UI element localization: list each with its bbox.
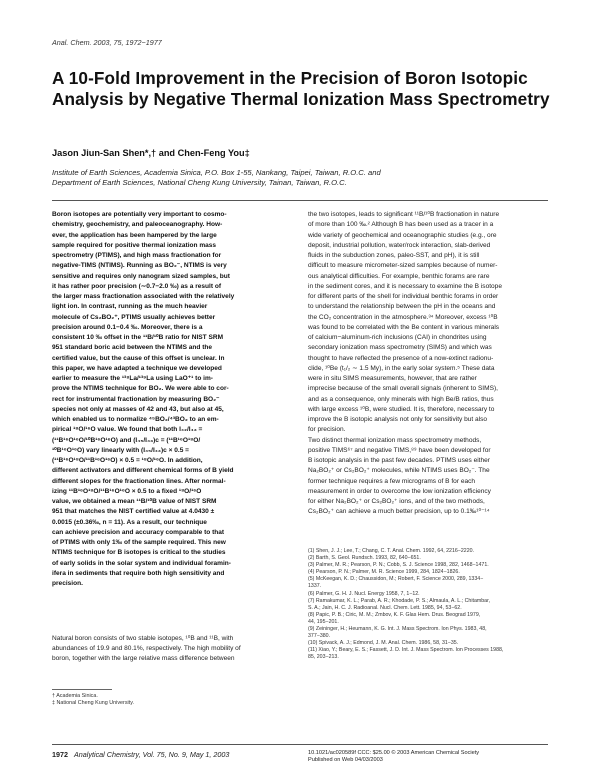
reference-item: (2) Barth, S. Geol. Rundsch. 1993, 82, 640−651. <box>308 555 421 562</box>
affiliation-line: Institute of Earth Sciences, Academia Sinica, P.O. Box 1-55, Nankang, Taipei, Taiwan, R.O.C. and <box>52 168 381 177</box>
abstract-line: ¹⁰B¹⁶O¹⁶O) vary linearly with (I₄₅/I₄₃)c × 0.5 = <box>52 446 189 454</box>
abstract-line: the larger mass fractionation associated with the relatively <box>52 293 235 300</box>
body-line: the two isotopes, leads to significant ¹¹B/¹⁰B fractionation in nature <box>308 211 500 218</box>
journal-citation: Anal. Chem. 2003, 75, 1972−1977 <box>52 38 162 47</box>
body-line: for precision. <box>308 426 346 434</box>
body-line: former technique requires a few micrograms of B for each <box>308 477 476 485</box>
affiliation-line: Department of Earth Sciences, National Cheng Kung University, Tainan, Taiwan, R.O.C. <box>52 178 347 188</box>
body-line: and as a consequence, only minerals with high Be/B ratios, thus <box>308 395 494 403</box>
abstract-line: of early solids in the solar system and individual foramin- <box>52 559 231 567</box>
abstract-line: 951 that matches the NIST certified value at 4.0430 ± <box>52 508 215 516</box>
body-line: were in situ SIMS measurements, however, that are rather <box>308 375 477 382</box>
abstract-line: of PTIMS with only 1‰ of the sample required. This new <box>52 539 226 546</box>
reference-item: (3) Palmer, M. R.; Pearson, P. N.; Cobb, S. J. Science 1998, 282, 1468−1471. <box>308 562 489 569</box>
intro-right-column <box>308 210 548 518</box>
abstract-line: precision around 0.1−0.4 ‰. Moreover, there is a <box>52 323 203 331</box>
page-number: 1972 <box>52 750 68 759</box>
body-line: imprecise because of the small overall signals (inherent to SIMS), <box>308 385 498 393</box>
body-line: for different parts of the shell for individual benthic forams in order <box>308 293 499 300</box>
footer-right <box>308 750 548 764</box>
reference-item: 377−380. <box>308 633 331 640</box>
body-line: abundances of 19.9 and 80.1%, respectively. The high mobility of <box>52 645 241 653</box>
body-line: Two distinct thermal ionization mass spectrometry methods, <box>308 436 482 444</box>
body-line: positive TIMS⁶⁷ and negative TIMS,⁸⁹ have been developed for <box>308 446 491 454</box>
abstract-line: precision. <box>52 580 83 587</box>
reference-item: (9) Zeininger, H.; Heumann, K. G. Int. J. Mass Spectrom. Ion Phys. 1983, 48, <box>308 626 487 633</box>
publication-date: Published on Web 04/03/2003 <box>308 757 383 764</box>
footnote: † Academia Sinica. <box>52 693 98 699</box>
abstract-line: Boron isotopes are potentially very important to cosmo- <box>52 211 227 218</box>
doi-price: 10.1021/ac020589f CCC: $25.00 © 2003 American Chemical Society <box>308 750 480 756</box>
reference-item: 85, 203−213. <box>308 654 339 661</box>
reference-item: (11) Xiao, Y.; Beary, E. S.; Fassett, J. D. Int. J. Mass Spectrom. Ion Processes 1988, <box>308 647 504 654</box>
body-line: in the sediment cores, and it is necessary to examine the B isotope <box>308 282 502 290</box>
abstract-line: molecule of Cs₂BO₂⁺, PTIMS usually achieves better <box>52 313 216 321</box>
abstract-line: ifera in sediments that require both high sensitivity and <box>52 569 225 577</box>
reference-item: (10) Spivack, A. J.; Edmond, J. M. Anal. Chem. 1986, 58, 31−35. <box>308 640 459 647</box>
body-line: wide variety of geochemical and oceanographic studies (e.g., ore <box>308 231 497 239</box>
abstract <box>52 210 292 589</box>
intro-left-column <box>52 634 292 664</box>
body-line: thought to have reflected the presence of a now-extinct radionu- <box>308 354 494 362</box>
abstract-line: can achieve precision and accuracy comparable to that <box>52 528 225 536</box>
author-line: Jason Jiun-San Shen*,† and Chen-Feng You‡ <box>52 148 250 158</box>
abstract-line: (¹¹B¹⁶O¹⁸O/¹¹B¹⁶O¹⁶O) × 0.5 = ¹⁸O/¹⁶O. In addition, <box>52 457 203 464</box>
body-line: boron, together with the large relative mass difference between <box>52 655 235 663</box>
abstract-line: sample required for positive thermal ionization mass <box>52 241 217 249</box>
reference-item: (4) Pearson, P. N.; Palmer, M. R. Science 1999, 284, 1824−1826. <box>308 569 460 576</box>
body-line: the CO₂ concentration in the atmosphere.³⁴ Moreover, excess ¹⁰B <box>308 313 498 321</box>
abstract-line: ever, the application has been hampered by the large <box>52 231 217 239</box>
body-line: Cs₂BO₂⁺ can achieve a much better precision, up to 0.1‰¹⁰⁻¹⁴ <box>308 508 490 516</box>
reference-item: S. A.; Jain, H. C. J. Radioanal. Nucl. Chem. Lett. 1985, 94, 53−62. <box>308 604 462 611</box>
footer-divider <box>52 744 548 745</box>
abstract-line: light ion. In contrast, running as the much heavier <box>52 303 208 311</box>
reference-item: 44, 195−201. <box>308 618 339 625</box>
body-line: for either Na₂BO₂⁺ or Cs₂BO₂⁺ ions, and of the two methods, <box>308 498 485 505</box>
body-line: deposit, industrial pollution, water/rock interaction, slab-derived <box>308 241 491 249</box>
body-line: to understand the relationship between the pH in the oceans and <box>308 303 496 311</box>
abstract-line: prove the NTIMS technique for BO₂. We were able to cor- <box>52 385 229 393</box>
reference-item: (5) McKeegan, K. D.; Chaussidon, M.; Robert, F. Science 2000, 289, 1334− <box>308 576 484 583</box>
abstract-line: different activators and different chemical forms of B yield <box>52 467 234 475</box>
abstract-line: NTIMS technique for B isotopes is critical to the studies <box>52 549 226 557</box>
body-line: ous analytical difficulties. For example, benthic forams are rare <box>308 272 490 280</box>
abstract-line: (¹¹B¹⁶O¹⁶O/¹⁰B¹⁶O¹⁶O) and (I₄₅/I₄₃)c = (¹¹B¹⁶O¹⁸O/ <box>52 436 201 444</box>
abstract-line: spectrometry (PTIMS), and high mass fractionation for <box>52 252 222 259</box>
footnote-divider <box>52 689 112 690</box>
body-line: with large excess ¹⁰B, were studied. It is, therefore, necessary to <box>308 405 495 413</box>
abstract-line: negative-TIMS (NTIMS). Running as BO₂⁻, NTIMS is very <box>52 262 227 270</box>
body-line: of calcium−aluminum-rich inclusions (CAI) in chondrites using <box>308 334 487 341</box>
abstract-line: species not only at masses of 42 and 43, but also at 45, <box>52 405 224 413</box>
footer-left <box>52 750 229 759</box>
article-title: A 10-Fold Improvement in the Precision of Boron Isotopic Analysis by Negative Thermal Ionization Mass Spectrometry <box>52 68 550 109</box>
footnotes <box>52 693 292 708</box>
body-line: of more than 100 ‰.² Although B has been used as a tracer in a <box>308 221 494 229</box>
abstract-line: chemistry, geochemistry, and paleoceanography. How- <box>52 221 223 229</box>
abstract-line: izing ¹¹B¹⁶O¹⁸O/¹¹B¹⁶O¹⁶O × 0.5 to a fixed ¹⁸O/¹⁶O <box>52 487 202 495</box>
abstract-line: it has rather poor precision (∼0.7−2.0 ‰) as a result of <box>52 282 222 290</box>
abstract-line: 951 standard boric acid between the NTIMS and the <box>52 344 213 352</box>
body-line: was found to be correlated with the Be content in various minerals <box>308 323 500 331</box>
abstract-line: sensitive and requires only nanogram sized samples, but <box>52 272 230 280</box>
reference-item: (7) Ramakumar, K. L.; Parab, A. R.; Khodade, P. S.; Almaula, A. L.; Chitambar, <box>308 597 490 604</box>
reference-item: (6) Palmer, G. H. J. Nucl. Energy 1958, 7, 1−12. <box>308 590 420 597</box>
body-line: fluids in the subduction zones, paleo-SST, and pH), it is still <box>308 252 480 259</box>
body-line: measurement in order to overcome the low ionization efficiency <box>308 487 491 495</box>
body-line: Na₂BO₂⁺ or Cs₂BO₂⁺ molecules, while NTIMS uses BO₂⁻. The <box>308 467 490 475</box>
abstract-line: different slopes for the fractionation lines. After normal- <box>52 477 226 485</box>
reference-list <box>308 548 548 662</box>
reference-item: 1337. <box>308 583 322 590</box>
abstract-line: certified value, but the cause of this offset is unclear. In <box>52 354 225 362</box>
body-line: clide, ¹⁰Be (t₁/₂ ∼ 1.5 My), in the early solar system.⁵ These data <box>308 364 495 372</box>
affiliations <box>52 168 552 188</box>
abstract-line: which enabled us to normalize ⁴⁵BO₂/⁴³BO₂ to an em- <box>52 416 219 423</box>
footnote: ‡ National Cheng Kung University. <box>52 700 135 707</box>
body-line: B isotopic analysis in the past few decades. PTIMS uses either <box>308 457 490 464</box>
body-line: difficult to measure micrometer-sized samples because of numer- <box>308 262 498 270</box>
title-divider <box>52 200 548 201</box>
abstract-line: consistent 10 ‰ offset in the ¹¹B/¹⁰B ratio for NIST SRM <box>52 334 224 341</box>
abstract-line: 0.0015 (±0.36‰, n = 11). As a result, our technique <box>52 518 207 526</box>
abstract-line: value, we obtained a mean ¹¹B/¹⁰B value of NIST SRM <box>52 498 217 505</box>
abstract-line: this paper, we have adapted a technique we developed <box>52 364 222 372</box>
reference-item: (8) Papic, P. B.; Ciric, M. M.; Zmbov, K. F. Glas Hem. Drus. Beograd 1979, <box>308 611 481 618</box>
abstract-line: pirical ¹⁸O/¹⁶O value. We found that both I₄₂/I₄₃ = <box>52 426 203 434</box>
abstract-line: rect for instrumental fractionation by measuring BO₂⁻ <box>52 395 220 403</box>
body-line: Natural boron consists of two stable isotopes, ¹⁰B and ¹¹B, with <box>52 635 234 642</box>
abstract-line: earlier to measure the ¹³⁸La/¹³⁹La using LaO⁺¹ to im- <box>52 375 213 382</box>
body-line: improve the B isotopic analysis not only for sensitivity but also <box>308 416 488 423</box>
journal-issue: Analytical Chemistry, Vol. 75, No. 9, May 1, 2003 <box>74 750 230 759</box>
body-line: secondary ionization mass spectrometry (SIMS) and which was <box>308 344 492 352</box>
reference-item: (1) Shen, J. J.; Lee, T.; Chang, C. T. Anal. Chem. 1992, 64, 2216−2220. <box>308 548 475 554</box>
